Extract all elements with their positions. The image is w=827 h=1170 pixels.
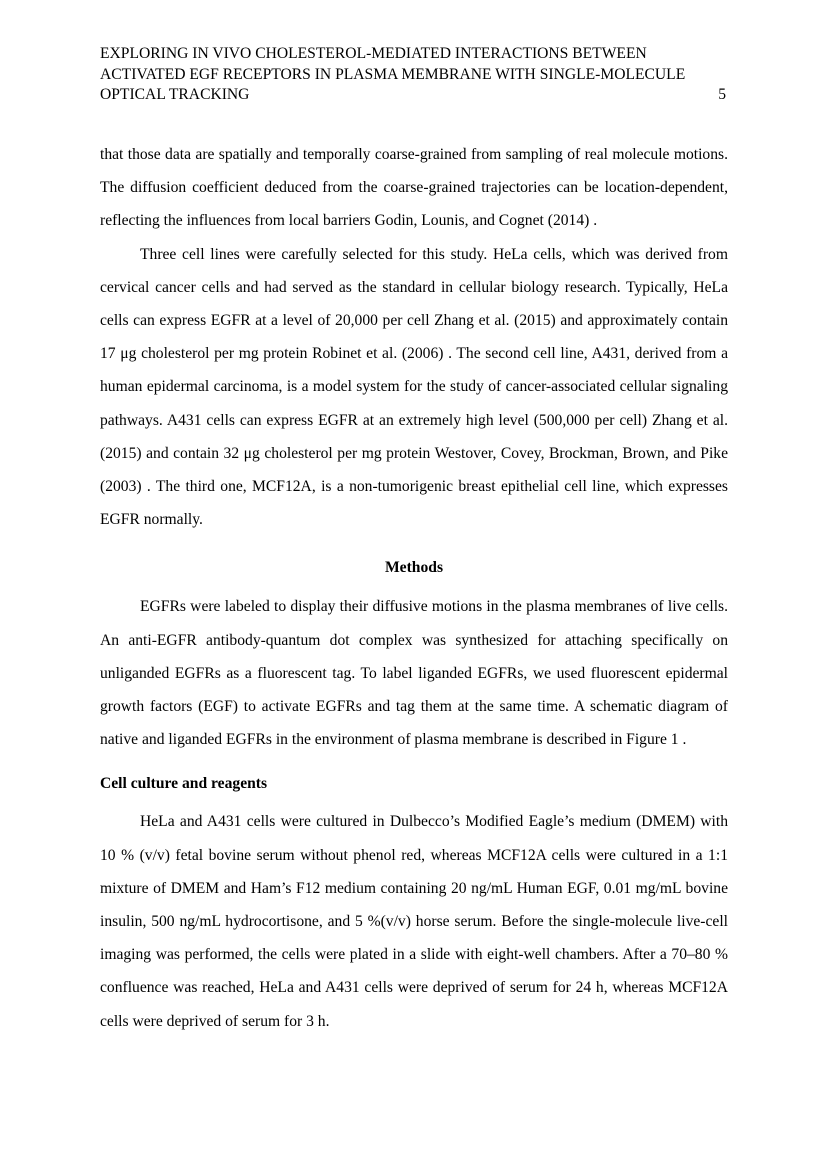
body-text	[100, 138, 728, 1038]
running-head-title-line-3: OPTICAL TRACKING	[100, 86, 250, 103]
paragraph-cell-culture: HeLa and A431 cells were cultured in Dulbecco’s Modified Eagle’s medium (DMEM) with 10 % (v/v) fetal bovine serum without phenol red, whereas MCF12A cells were cultured in a 1:1 mixture of DMEM and Ham’s F12 medium containing 20 ng/mL Human EGF, 0.01 mg/mL bovine insulin, 500 ng/mL hydrocortisone, and 5 %(v/v) horse serum. Before the single-molecule live-cell imaging was performed, the cells were plated in a slide with eight-well chambers. After a 70–80 % confluence was reached, HeLa and A431 cells were deprived of serum for 24 h, whereas MCF12A cells were deprived of serum for 3 h.	[100, 813, 728, 1030]
page-number: 5	[718, 86, 726, 103]
running-head-title-line-1: EXPLORING IN VIVO CHOLESTEROL-MEDIATED INTERACTIONS BETWEEN	[100, 45, 647, 62]
running-head	[100, 44, 726, 106]
running-head-title-line-2: ACTIVATED EGF RECEPTORS IN PLASMA MEMBRANE WITH SINGLE-MOLECULE	[100, 65, 686, 83]
paragraph-cell-lines: Three cell lines were carefully selected for this study. HeLa cells, which was derived from cervical cancer cells and had served as the standard in cellular biology research. Typically, HeLa cells can express EGFR at a level of 20,000 per cell Zhang et al. (2015) and approximately contain 17 μg cholesterol per mg protein Robinet et al. (2006) . The second cell line, A431, derived from a human epidermal carcinoma, is a model system for the study of cancer-associated cellular signaling pathways. A431 cells can express EGFR at an extremely high level (500,000 per cell) Zhang et al. (2015) and contain 32 μg cholesterol per mg protein Westover, Covey, Brockman, Brown, and Pike (2003) . The third one, MCF12A, is a non-tumorigenic breast epithelial cell line, which expresses EGFR normally.	[100, 245, 728, 529]
section-heading-methods: Methods	[384, 559, 444, 577]
subsection-heading-cell-culture: Cell culture and reagents	[100, 775, 268, 793]
paragraph-continuation: that those data are spatially and temporally coarse-grained from sampling of real molecule motions. The diffusion coefficient deduced from the coarse-grained trajectories can be location-dependent, reflecting the influences from local barriers Godin, Lounis, and Cognet (2014) .	[100, 146, 728, 230]
paragraph-methods: EGFRs were labeled to display their diffusive motions in the plasma membranes of live cells. An anti-EGFR antibody-quantum dot complex was synthesized for attaching specifically on unliganded EGFRs as a fluorescent tag. To label liganded EGFRs, we used fluorescent epidermal growth factors (EGF) to activate EGFRs and tag them at the same time. A schematic diagram of native and liganded EGFRs in the environment of plasma membrane is described in Figure 1 .	[100, 598, 728, 749]
